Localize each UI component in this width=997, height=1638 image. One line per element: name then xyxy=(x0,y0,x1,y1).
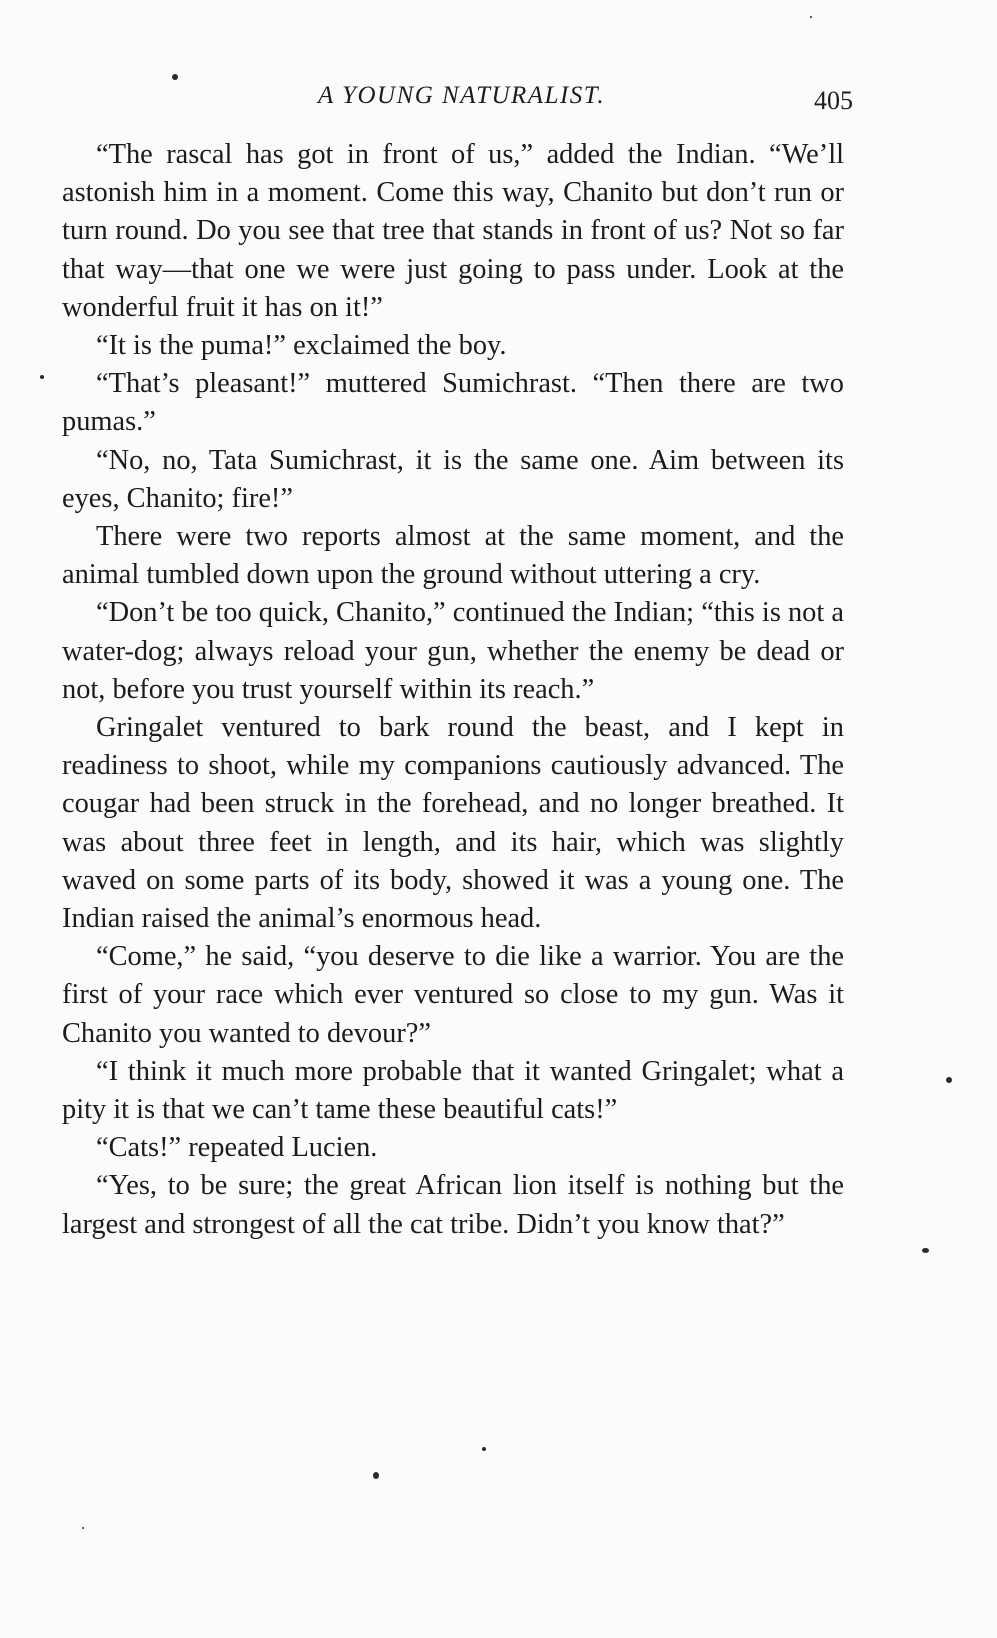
paragraph: “That’s pleasant!” muttered Sumichrast. “Then there are two pumas.” xyxy=(62,368,844,438)
scan-speck xyxy=(922,1248,929,1253)
paragraph: “I think it much more probable that it wanted Gringalet; what a pity it is that we can’t tame these beautiful cats!” xyxy=(62,1055,844,1126)
page-number: 405 xyxy=(814,86,853,115)
paragraph: “Come,” he said, “you deserve to die like a warrior. You are the first of your race which ever ventured so close to my gun. Was it Chanito you wanted to devour?” xyxy=(62,941,844,1049)
paragraph: Gringalet ventured to bark round the beast, and I kept in readiness to shoot, while my companions cautiously advanced. The cougar had been struck in the forehead, and no longer breathed. It was about three feet in length, and its hair, which was slightly waved on some parts of its body, showed it was a young one. The Indian raised the animal’s enormous head. xyxy=(62,712,844,935)
paragraph: “Yes, to be sure; the great African lion itself is nothing but the largest and strongest of all the cat tribe. Didn’t you know that?” xyxy=(62,1170,844,1240)
scan-speck xyxy=(482,1447,486,1451)
paragraph: “Don’t be too quick, Chanito,” continued the Indian; “this is not a water-dog; always reload your gun, whether the enemy be dead or not, before you trust yourself within its reach.” xyxy=(62,597,844,705)
paragraph: “Cats!” repeated Lucien. xyxy=(96,1132,378,1164)
paragraph: “It is the puma!” exclaimed the boy. xyxy=(96,330,507,362)
paragraph: There were two reports almost at the same moment, and the animal tumbled down upon the ground without uttering a cry. xyxy=(62,521,844,591)
running-title: A YOUNG NATURALIST. xyxy=(318,82,606,109)
scan-speck xyxy=(373,1472,379,1479)
scan-speck xyxy=(82,1527,84,1529)
scan-speck xyxy=(172,74,178,80)
running-head xyxy=(0,82,997,122)
scan-speck xyxy=(810,16,812,18)
paragraph: “No, no, Tata Sumichrast, it is the same one. Aim between its eyes, Chanito; fire!” xyxy=(62,444,844,514)
scan-speck xyxy=(946,1077,952,1083)
scan-speck xyxy=(40,375,44,379)
paragraph: “The rascal has got in front of us,” added the Indian. “We’ll astonish him in a moment. Come this way, Chanito but don’t run or turn round. Do you see that tree that stands in front of us? Not so far that way—that one we were just going to pass under. Look at the wonderful fruit it has on it!” xyxy=(62,139,844,323)
body-text xyxy=(62,136,844,1244)
